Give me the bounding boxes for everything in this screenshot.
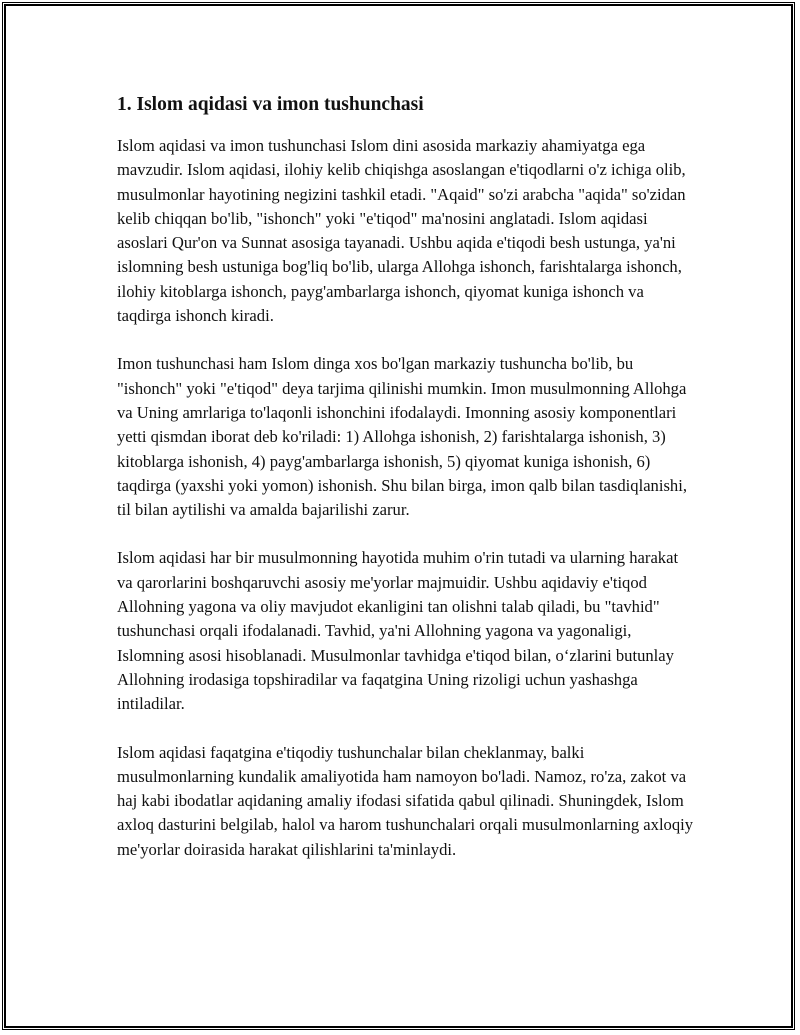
paragraph-amaliyot: Islom aqidasi faqatgina e'tiqodiy tushunchalar bilan cheklanmay, balki musulmonlarning kundalik amaliyotida ham namoyon bo'ladi. Namoz, ro'za, zakot va haj kabi ibodatlar aqidaning amaliy ifodasi sifatida qabul qilinadi. Shuningdek, Islom axloq dasturini belgilab, halol va harom tushunchalari orqali musulmonlarning axloqiy me'yorlar doirasida harakat qilishlarini ta'minlaydi. (117, 742, 694, 859)
document-body (117, 92, 697, 886)
paragraph-aqida: Islom aqidasi va imon tushunchasi Islom dini asosida markaziy ahamiyatga ega mavzudir. Islom aqidasi, ilohiy kelib chiqishga asoslangan e'tiqodlarni o'z ichiga olib, musulmonlar hayotining negizini tashkil etadi. "Aqaid" so'zi arabcha "aqida" so'zidan kelib chiqqan bo'lib, "ishonch" yoki "e'tiqod" ma'nosini anglatadi. Islom aqidasi asoslari Qur'on va Sunnat asosiga tayanadi. Ushbu aqida e'tiqodi besh ustunga, ya'ni islomning besh ustuniga bog'liq bo'lib, ularga Allohga ishonch, farishtalarga ishonch, ilohiy kitoblarga ishonch, payg'ambarlarga ishonch, qiyomat kuniga ishonch va taqdirga ishonch kiradi. (117, 136, 686, 326)
paragraph-imon: Imon tushunchasi ham Islom dinga xos bo'lgan markaziy tushuncha bo'lib, bu "ishonch" yoki "e'tiqod" deya tarjima qilinishi mumkin. Imon musulmonning Allohga va Uning amrlariga to'laqonli ishonchini ifodalaydi. Imonning asosiy komponentlari yetti qismdan iborat deb ko'riladi: 1) Allohga ishonish, 2) farishtalarga ishonish, 3) kitoblarga ishonish, 4) payg'ambarlarga ishonish, 5) qiyomat kuniga ishonish, 6) taqdirga (yaxshi yoki yomon) ishonish. Shu bilan birga, imon qalb bilan tasdiqlanishi, til bilan aytilishi va amalda bajarilishi zarur. (117, 354, 687, 520)
section-heading: 1. Islom aqidasi va imon tushunchasi (117, 94, 424, 115)
paragraph-tavhid: Islom aqidasi har bir musulmonning hayotida muhim o'rin tutadi va ularning harakat va qarorlarini boshqaruvchi asosiy me'yorlar majmuidir. Ushbu aqidaviy e'tiqod Allohning yagona va oliy mavjudot ekanligini tan olishni talab qiladi, bu "tavhid" tushunchasi orqali ifodalanadi. Tavhid, ya'ni Allohning yagona va yagonaligi, Islomning asosi hisoblanadi. Musulmonlar tavhidga e'tiqod bilan, o‘zlarini butunlay Allohning irodasiga topshiradilar va faqatgina Uning rizoligi uchun yashashga intiladilar. (117, 548, 679, 714)
